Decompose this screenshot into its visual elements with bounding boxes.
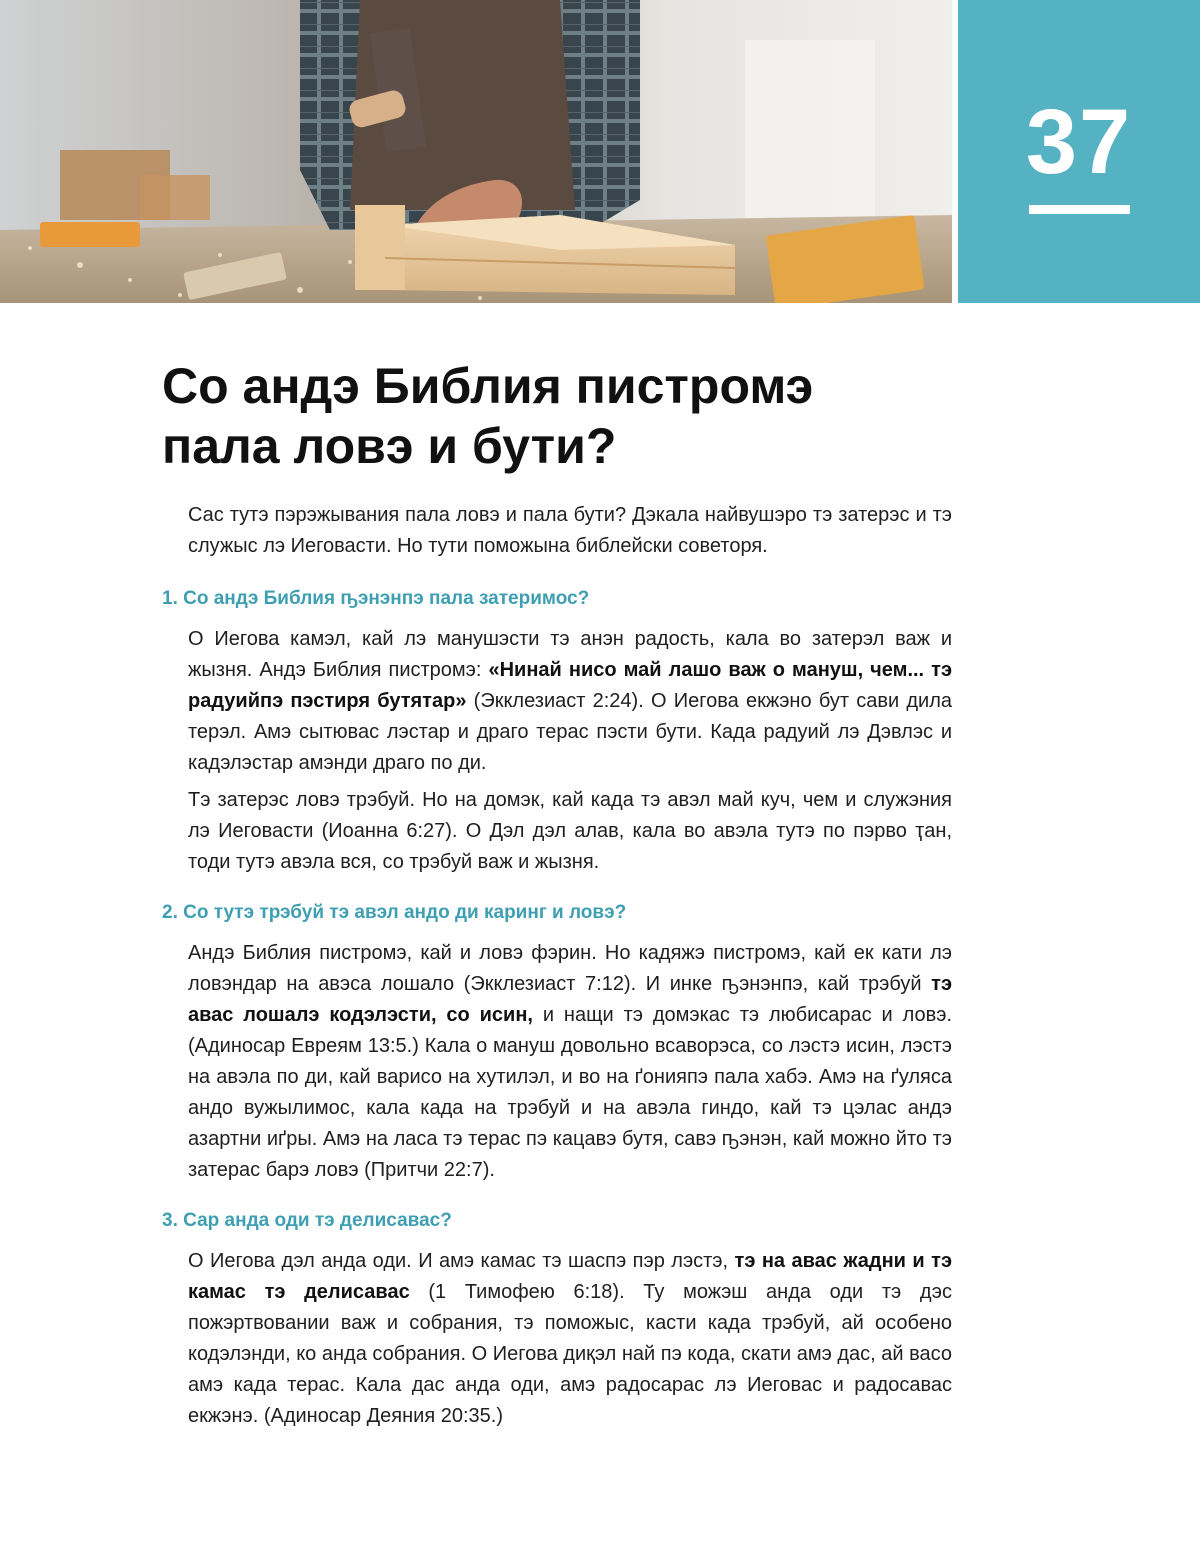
section-1 [162, 586, 952, 878]
lesson-number: 37 [1025, 91, 1133, 193]
section-question: 3. Сар анда оди тэ делисавас? [162, 1210, 452, 1231]
text-run: и нащи тэ домэкас тэ любисарас и ловэ. (Адиносар Евреям 13:5.) Кала о мануш довольно всаворэса, со лэстэ исин, лэстэ на авэла по ди, кай варисо на хутилэл, и во на ґонияпэ пала хабэ. Амэ на ґуляса андо вужылимос, кала када на трэбуй и на авэла гиндо, кай тэ цэлас андэ азартни иґры. Амэ на ласа тэ терас пэ кацавэ бутя, савэ ҧэнэн, кай можно йто тэ затерас барэ ловэ (Притчи 22:7). [188, 1004, 953, 1181]
title-line-1: Со андэ Библия пистромэ [162, 358, 814, 414]
text-run: Андэ Библия пистромэ, кай и ловэ фэрин. Но кадяжэ пистромэ, кай ек кати лэ ловэндар на авэса лошало (Экклезиаст 7:12). И инке ҧэнэнпэ, кай трэбуй [188, 942, 952, 995]
text-run: О Иегова камэл, кай лэ манушэсти тэ анэн радость, кала во затерэл важ и жызня. Андэ Библия пистромэ: [188, 628, 952, 681]
title-line-2: пала ловэ и бути? [162, 418, 617, 474]
text-run: О Иегова дэл анда оди. И амэ камас тэ шаспэ пэр лэстэ, [188, 1250, 735, 1272]
section-question: 2. Со тутэ трэбуй тэ авэл андо ди каринг и ловэ? [162, 902, 627, 923]
bold-phrase: тэ на авас жадни и тэ камас тэ делисавас [188, 1250, 952, 1303]
section-paragraph [188, 624, 952, 779]
bold-phrase: тэ авас лошалэ кодэлэсти, со исин, [188, 973, 952, 1026]
section-paragraph: Тэ затерэс ловэ трэбуй. Но на домэк, кай када тэ авэл май куч, чем и служэния лэ Иеговасти (Иоанна 6:27). О Дэл дэл алав, кала во авэла тутэ по пэрво ҭан, тоди тутэ авэла вся, со трэбуй важ и жызня. [188, 789, 952, 873]
intro-paragraph: Сас тутэ пэрэжывания пала ловэ и пала бути? Дэкала найвушэро тэ затерэс и тэ служыс лэ Иеговасти. Но тути поможына библейски советоря. [188, 504, 952, 557]
bold-quote: «Нинай нисо май лашо важ о мануш, чем... тэ радуийпэ пэстиря бутятар» [188, 659, 953, 712]
section-3 [162, 1208, 952, 1432]
section-paragraph [188, 1246, 952, 1432]
section-2 [162, 900, 952, 1186]
text-run: (Экклезиаст 2:24). О Иегова екжэно бут сави дила терэл. Амэ сытювас лэстар и драго терас пэсти бути. Када радуий лэ Дэвлэс и кадэлэстар амэнди драго по ди. [188, 690, 952, 774]
section-paragraph [188, 938, 952, 1186]
text-run: (1 Тимофею 6:18). Ту можэш анда оди тэ дэс пожэртвовании важ и собрания, тэ поможыс, касти када трэбуй, ай особено кодэлэнди, ко анда собрания. О Иегова диқэл най пэ кода, скати амэ дас, ай васо амэ када терас. Кала дас анда оди, амэ радосарас лэ Иеговас и радосавас екжэнэ. (Адиносар Деяния 20:35.) [188, 1281, 953, 1427]
page-title [162, 356, 1022, 476]
hero-photo [0, 0, 952, 303]
lesson-number-badge [958, 0, 1200, 303]
section-question: 1. Со андэ Библия ҧэнэнпэ пала затеримос? [162, 588, 590, 609]
carpenter-hammering-wood-photo [0, 0, 952, 303]
badge-underline [1029, 205, 1130, 214]
article-body [162, 500, 952, 1454]
